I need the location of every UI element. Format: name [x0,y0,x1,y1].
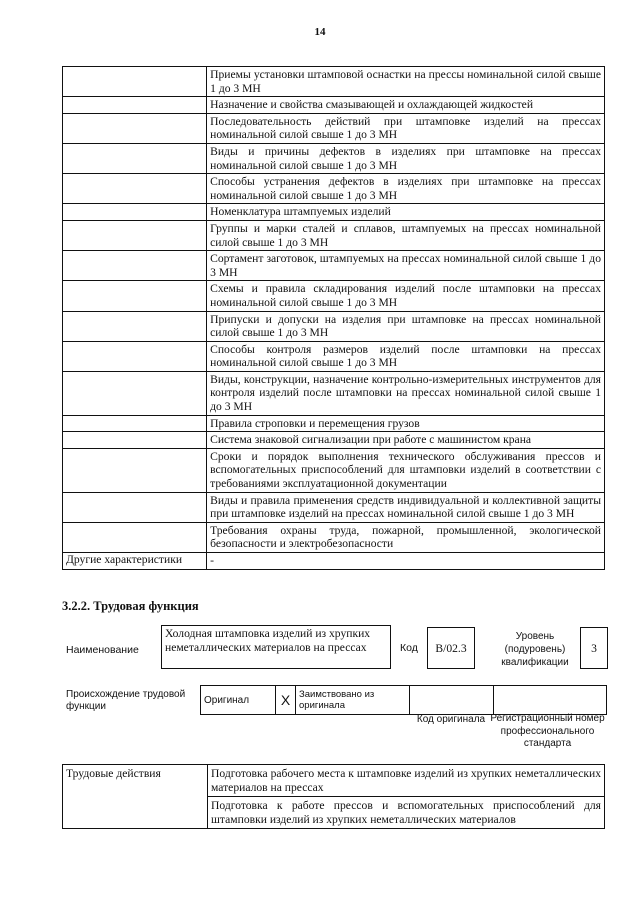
knowledge-item: Схемы и правила складирования изделий после штамповки на прессах номинальной силой свыше 1 до 3 МН [207,281,605,311]
knowledge-item: Приемы установки штамповой оснастки на прессы номинальной силой свыше 1 до 3 МН [207,67,605,97]
knowledge-left-cell [63,492,207,522]
labor-action-item: Подготовка рабочего места к штамповке изделий из хрупких неметаллических материалов на прессах [208,765,605,797]
other-characteristics-value: - [207,553,605,570]
knowledge-item: Сроки и порядок выполнения технического обслуживания прессов и вспомогательных приспособлений для штамповки изделий в соответствии с требованиями эксплуатационной документации [207,448,605,492]
knowledge-left-cell [63,97,207,114]
labor-action-row [63,765,605,797]
knowledge-row [63,143,605,173]
knowledge-item: Система знаковой сигнализации при работе с машинистом крана [207,432,605,449]
knowledge-row [63,448,605,492]
knowledge-left-cell [63,113,207,143]
knowledge-left-cell [63,67,207,97]
knowledge-left-cell [63,281,207,311]
code-label: Код [400,642,418,654]
name-label: Наименование [66,644,139,656]
knowledge-item: Группы и марки сталей и сплавов, штампуемых на прессах номинальной силой свыше 1 до 3 МН [207,220,605,250]
knowledge-left-cell [63,341,207,371]
original-mark: X [276,686,296,715]
level-value-box: 3 [580,627,608,669]
knowledge-item: Назначение и свойства смазывающей и охлаждающей жидкостей [207,97,605,114]
knowledge-left-cell [63,220,207,250]
knowledge-row [63,97,605,114]
reg-number-cell [494,686,607,715]
knowledge-row [63,522,605,552]
other-characteristics-row [63,553,605,570]
knowledge-left-cell [63,174,207,204]
page-number: 14 [314,26,326,38]
reg-number-label: Регистрационный номер профессионального стандарта [490,713,605,749]
knowledge-row [63,251,605,281]
knowledge-item: Номенклатура штампуемых изделий [207,204,605,221]
function-name-box: Холодная штамповка изделий из хрупких неметаллических материалов на прессах [161,625,391,669]
knowledge-item: Припуски и допуски на изделия при штамповке на прессах номинальной силой свыше 1 до 3 МН [207,311,605,341]
knowledge-item: Сортамент заготовок, штампуемых на прессах номинальной силой свыше 1 до 3 МН [207,251,605,281]
knowledge-item: Виды, конструкции, назначение контрольно-измерительных инструментов для контроля изделий после штамповки на прессах номинальной силой свыше 1 до 3 МН [207,371,605,415]
knowledge-item: Последовательность действий при штамповке изделий на прессах номинальной силой свыше 1 до 3 МН [207,113,605,143]
knowledge-item: Способы устранения дефектов в изделиях при штамповке на прессах номинальной силой свыше 1 до 3 МН [207,174,605,204]
labor-action-item: Подготовка к работе прессов и вспомогательных приспособлений для штамповки изделий из хрупких неметаллических материалов [208,797,605,829]
origin-table [200,685,607,715]
knowledge-row [63,311,605,341]
knowledge-row [63,432,605,449]
knowledge-row [63,174,605,204]
knowledge-item: Способы контроля размеров изделий после штамповки на прессах номинальной силой свыше 1 до 3 МН [207,341,605,371]
labor-actions-table [62,764,605,829]
knowledge-row [63,67,605,97]
knowledge-row [63,415,605,432]
knowledge-item: Требования охраны труда, пожарной, промышленной, экологической безопасности и электробезопасности [207,522,605,552]
knowledge-left-cell [63,311,207,341]
knowledge-left-cell [63,522,207,552]
code-original-label: Код оригинала [416,714,486,725]
other-characteristics-label: Другие характеристики [63,553,207,570]
knowledge-item: Виды и правила применения средств индивидуальной и коллективной защиты при штамповке изделий на прессах номинальной силой свыше 1 до 3 МН [207,492,605,522]
section-heading: 3.2.2. Трудовая функция [62,599,199,613]
borrowed-label: Заимствовано из оригинала [296,686,410,715]
knowledge-left-cell [63,143,207,173]
knowledge-row [63,204,605,221]
knowledge-table [62,66,605,570]
original-label: Оригинал [201,686,276,715]
knowledge-left-cell [63,204,207,221]
origin-label: Происхождение трудовой функции [66,689,186,712]
code-value-box: В/02.3 [427,627,475,669]
knowledge-row [63,281,605,311]
knowledge-left-cell [63,251,207,281]
knowledge-left-cell [63,415,207,432]
knowledge-item: Правила строповки и перемещения грузов [207,415,605,432]
knowledge-row [63,492,605,522]
knowledge-row [63,220,605,250]
knowledge-left-cell [63,371,207,415]
labor-actions-label: Трудовые действия [63,765,208,829]
knowledge-row [63,341,605,371]
knowledge-row [63,371,605,415]
knowledge-item: Виды и причины дефектов в изделиях при штамповке на прессах номинальной силой свыше 1 до 3 МН [207,143,605,173]
knowledge-left-cell [63,448,207,492]
code-original-cell [410,686,494,715]
level-label: Уровень (подуровень) квалификации [501,631,569,668]
knowledge-row [63,113,605,143]
knowledge-left-cell [63,432,207,449]
